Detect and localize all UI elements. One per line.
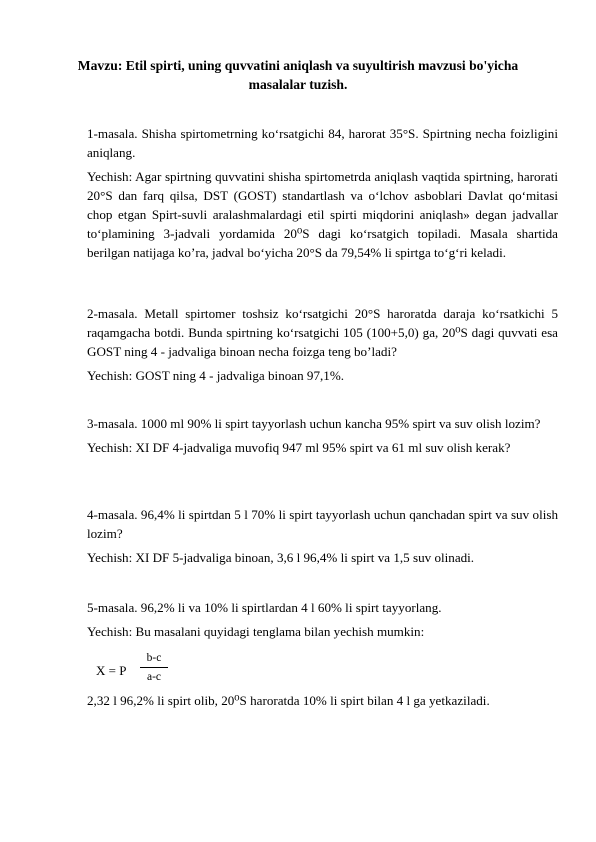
problem-2-answer: Yechish: GOST ning 4 - jadvaliga binoan 97,1%. [87, 368, 345, 383]
problem-1-answer: Yechish: Agar spirtning quvvatini shisha spirtometrda aniqlash vaqtida spirtning, harorati 20°S dan farq qilsa, DST (GOST) standartlash va o‘lchov asboblari Davlat qo‘mitasi chop etgan Spirt-suvli aralashmalardagi etil spirti miqdorini aniqlash» degan jadvallar to‘plamining 3-jadvali yordamida 20⁰S dagi ko‘rsatgich topiladi. Masala shartida berilgan natijaga ko’ra, jadval bo‘yicha 20°S da 79,54% li spirtga to‘g‘ri keladi. [87, 169, 558, 260]
problem-4 [87, 505, 558, 572]
problem-1-question: 1-masala. Shisha spirtometrning ko‘rsatgichi 84, harorat 35°S. Spirtning necha foizligini aniqlang. [87, 126, 558, 160]
problem-3-answer: Yechish: XI DF 4-jadvaliga muvofiq 947 ml 95% spirt va 61 ml suv olish kerak? [87, 440, 511, 455]
problem-5-answer: Yechish: Bu masalani quyidagi tenglama bilan yechish mumkin: [87, 624, 425, 639]
problem-1 [87, 124, 558, 267]
problem-3-question: 3-masala. 1000 ml 90% li spirt tayyorlash uchun kancha 95% spirt va suv olish lozim? [87, 416, 541, 431]
formula-denominator: a-c [146, 671, 162, 683]
problem-3 [87, 414, 558, 462]
problem-4-answer: Yechish: XI DF 5-jadvaliga binoan, 3,6 l 96,4% li spirt va 1,5 suv olinadi. [87, 550, 475, 565]
conclusion-text: 2,32 l 96,2% li spirt olib, 20⁰S haroratda 10% li spirt bilan 4 l ga yetkaziladi. [87, 693, 490, 708]
problem-2-question: 2-masala. Metall spirtomer toshsiz ko‘rsatgichi 20°S haroratda daraja ko‘rsatkichi 5 raqamgacha botdi. Bunda spirtning ko‘rsatgichi 105 (100+5,0) ga, 20⁰S dagi quvvati esa GOST ning 4 - jadvaliga binoan necha foizga teng bo’ladi? [87, 306, 558, 359]
problem-5-question: 5-masala. 96,2% li va 10% li spirtlardan 4 l 60% li spirt tayyorlang. [87, 600, 442, 615]
conclusion [87, 691, 558, 715]
formula-lhs: X = P [96, 663, 127, 678]
problem-5 [87, 598, 558, 646]
document-title: Mavzu: Etil spirti, uning quvvatini aniqlash va suyultirish mavzusi bo'yicha masalalar tuzish. [77, 58, 519, 92]
fraction-bar [140, 667, 168, 668]
problem-2 [87, 304, 558, 390]
formula-numerator: b-c [146, 652, 162, 664]
formula-fraction [140, 651, 168, 684]
problem-4-question: 4-masala. 96,4% li spirtdan 5 l 70% li spirt tayyorlash uchun qanchadan spirt va suv olish lozim? [87, 507, 558, 541]
